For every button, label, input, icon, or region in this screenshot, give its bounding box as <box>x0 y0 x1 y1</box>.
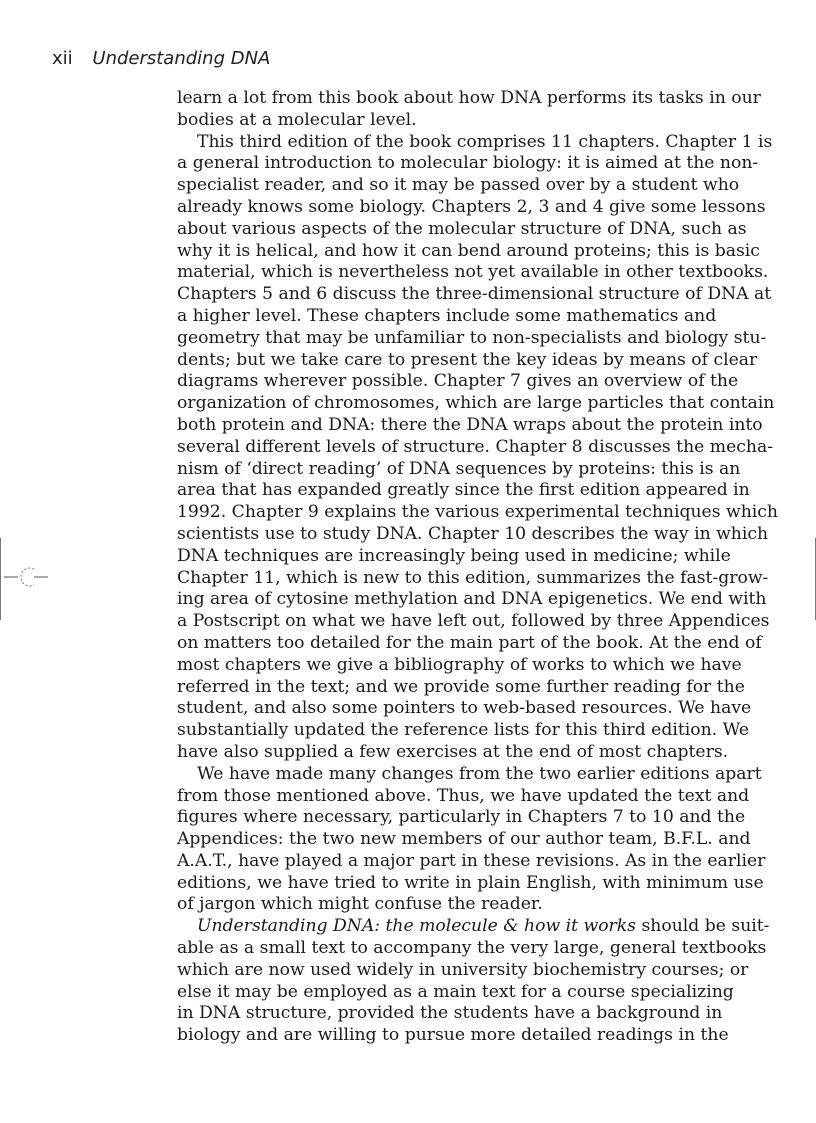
registration-mark-icon <box>4 565 54 595</box>
text-line: substantially updated the reference lists for this third edition. We <box>177 720 750 741</box>
text-line: else it may be employed as a main text for a course specializing <box>177 981 734 1002</box>
text-line: ing area of cytosine methylation and DNA epigenetics. We end with <box>177 589 767 610</box>
text-line: several different levels of structure. Chapter 8 discusses the mecha- <box>177 436 774 457</box>
text-line-rest: should be suit- <box>636 916 770 937</box>
text-line: learn a lot from this book about how DNA performs its tasks in our <box>177 88 761 108</box>
text-line: able as a small text to accompany the very large, general textbooks <box>177 938 767 959</box>
text-line: Chapter 11, which is new to this edition, summarizes the fast-grow- <box>177 567 769 588</box>
text-line: why it is helical, and how it can bend around proteins; this is basic <box>177 240 760 261</box>
text-line: A.A.T., have played a major part in these revisions. As in the earlier <box>177 850 766 871</box>
text-line: nism of ‘direct reading’ of DNA sequences by proteins: this is an <box>177 458 741 479</box>
text-line: a general introduction to molecular biology: it is aimed at the non- <box>177 153 759 174</box>
text-line: which are now used widely in university biochemistry courses; or <box>177 959 749 980</box>
text-line: specialist reader, and so it may be passed over by a student who <box>177 175 740 196</box>
text-line: most chapters we give a bibliography of works to which we have <box>177 654 742 675</box>
text-line: We have made many changes from the two earlier editions apart <box>197 763 762 784</box>
text-line: editions, we have tried to write in plain English, with minimum use <box>177 872 764 893</box>
page-number: xii <box>52 48 73 69</box>
text-line: figures where necessary, particularly in Chapters 7 to 10 and the <box>177 807 746 828</box>
text-line: referred in the text; and we provide some further reading for the <box>177 676 745 697</box>
text-line: scientists use to study DNA. Chapter 10 describes the way in which <box>177 523 769 544</box>
text-line: in DNA structure, provided the students have a background in <box>177 1003 723 1024</box>
text-line <box>177 916 770 938</box>
text-line: material, which is nevertheless not yet available in other textbooks. <box>177 262 769 283</box>
text-line: Chapters 5 and 6 discuss the three-dimensional structure of DNA at <box>177 284 772 305</box>
text-line: about various aspects of the molecular structure of DNA, such as <box>177 218 747 239</box>
text-line: both protein and DNA: there the DNA wraps about the protein into <box>177 414 763 435</box>
text-line: on matters too detailed for the main part of the book. At the end of <box>177 632 762 653</box>
text-line: DNA techniques are increasingly being used in medicine; while <box>177 545 731 566</box>
text-line: bodies at a molecular level. <box>177 109 417 130</box>
text-line: area that has expanded greatly since the first edition appeared in <box>177 480 750 501</box>
running-head <box>52 48 270 69</box>
text-line: a Postscript on what we have left out, followed by three Appendices <box>177 611 770 632</box>
text-line: dents; but we take care to present the key ideas by means of clear <box>177 349 758 370</box>
body-text <box>177 88 778 1047</box>
text-line: organization of chromosomes, which are large particles that contain <box>177 393 775 414</box>
text-line: student, and also some pointers to web-based resources. We have <box>177 698 752 719</box>
crop-mark-left-line <box>0 538 1 620</box>
text-line: 1992. Chapter 9 explains the various experimental techniques which <box>177 502 778 523</box>
book-title-italic: Understanding DNA: the molecule & how it works <box>197 916 636 937</box>
text-line: This third edition of the book comprises 11 chapters. Chapter 1 is <box>197 131 773 152</box>
text-line: a higher level. These chapters include some mathematics and <box>177 305 717 326</box>
text-line: geometry that may be unfamiliar to non-specialists and biology stu- <box>177 327 767 348</box>
text-line: biology and are willing to pursue more detailed readings in the <box>177 1025 729 1046</box>
text-line: from those mentioned above. Thus, we have updated the text and <box>177 785 750 806</box>
text-line: Appendices: the two new members of our author team, B.F.L. and <box>177 829 751 850</box>
text-line: diagrams wherever possible. Chapter 7 gives an overview of the <box>177 371 739 392</box>
text-line: of jargon which might confuse the reader. <box>177 894 543 915</box>
text-line: already knows some biology. Chapters 2, 3 and 4 give some lessons <box>177 196 766 217</box>
running-head-title: Understanding DNA <box>92 48 271 69</box>
text-line: have also supplied a few exercises at the end of most chapters. <box>177 741 729 762</box>
